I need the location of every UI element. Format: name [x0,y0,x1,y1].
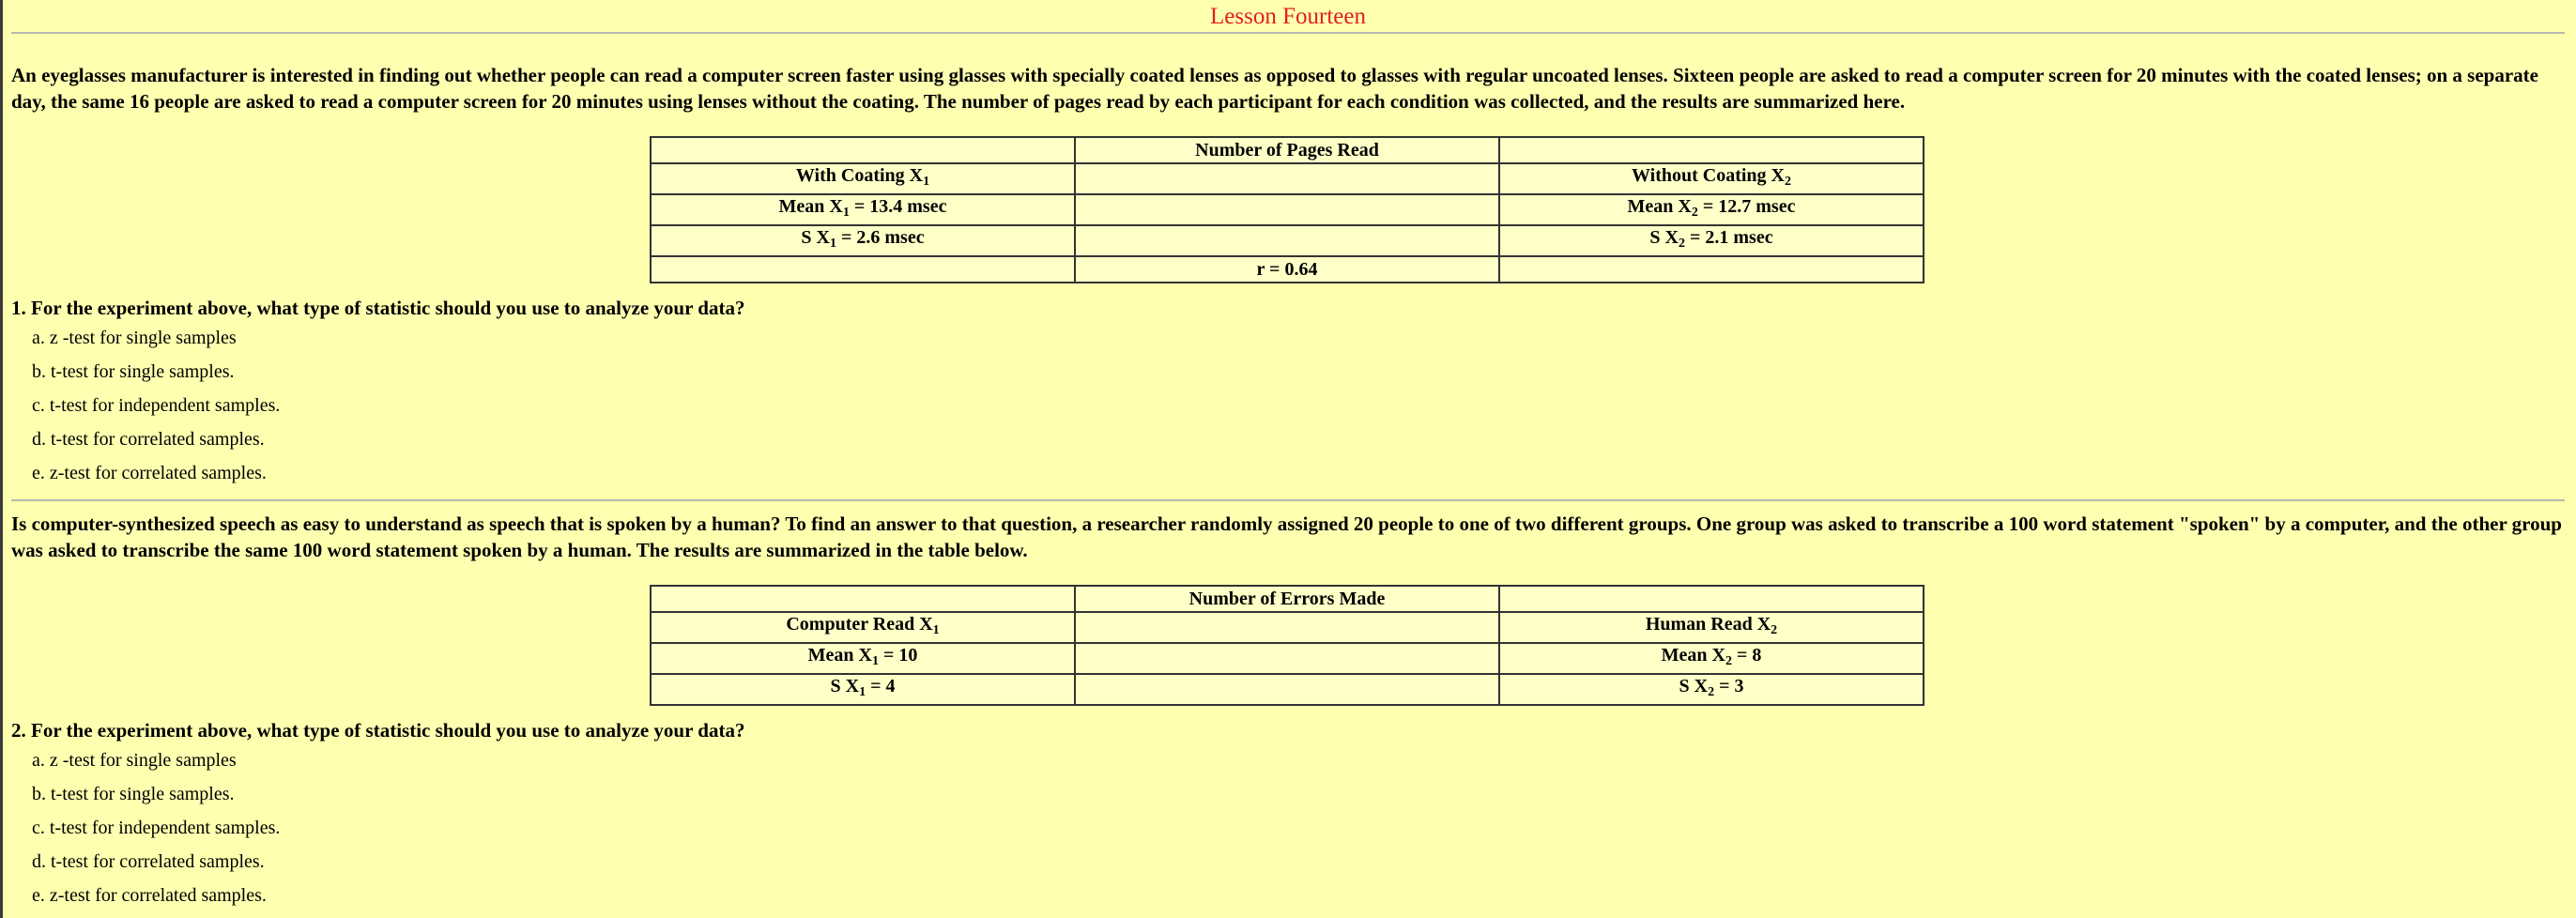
question-1: 1. For the experiment above, what type of statistic should you use to analyze your data? [11,297,745,319]
divider [11,32,2565,34]
section-1 [11,62,2565,490]
left-group-name: Computer Read $X_1$ [651,612,1075,643]
option-b[interactable]: b. t-test for single samples. [32,361,235,382]
table-row [651,674,1924,705]
left-mean: Mean $X_1 = 10$ [651,643,1075,674]
table-row [651,643,1924,674]
option-b[interactable]: b. t-test for single samples. [32,784,235,804]
right-sd: S $X_2 = 3$ [1499,674,1924,705]
left-sd: S $X_1 = 2.6$ msec [651,225,1075,256]
left-mean: Mean $X_1 = 13.4$ msec [651,194,1075,225]
option-e[interactable]: e. z-test for correlated samples. [32,885,267,906]
left-border [0,0,3,918]
table-row [651,612,1924,643]
errors-made-table [650,585,1924,706]
table-row [651,586,1924,612]
table-row [651,163,1924,194]
table-heading: Number of Pages Read [1075,137,1499,163]
option-d[interactable]: d. t-test for correlated samples. [32,851,265,872]
right-mean: Mean $X_2 = 12.7$ msec [1499,194,1924,225]
table-row [651,137,1924,163]
table-row [651,225,1924,256]
left-sd: S $X_1 = 4$ [651,674,1075,705]
right-sd: S $X_2 = 2.1$ msec [1499,225,1924,256]
table-heading: Number of Errors Made [1075,586,1499,612]
section-2 [11,511,2565,912]
question-2: 2. For the experiment above, what type of statistic should you use to analyze your data? [11,719,745,742]
option-c[interactable]: c. t-test for independent samples. [32,395,281,416]
option-d[interactable]: d. t-test for correlated samples. [32,429,265,450]
page-title: Lesson Fourteen [1210,4,1366,29]
table-row [651,256,1924,283]
right-group-name: Without Coating $X_2$ [1499,163,1924,194]
option-e[interactable]: e. z-test for correlated samples. [32,463,267,483]
left-group-name: With Coating $X_1$ [651,163,1075,194]
option-a[interactable]: a. z -test for single samples [32,328,237,348]
lesson-page [11,0,2565,912]
right-group-name: Human Read $X_2$ [1499,612,1924,643]
question-2-options [11,743,2565,912]
question-1-options [11,321,2565,490]
section-2-intro: Is computer-synthesized speech as easy to understand as speech that is spoken by a human? To find an answer to that question, a researcher randomly assigned 20 people to one of two different groups. One group was asked to transcribe a 100 word statement "spoken" by a computer, and the other group was asked to transcribe the same 100 word statement spoken by a human. The results are summarized in the table below. [11,513,2562,561]
correlation-value: r = 0.64 [1075,256,1499,283]
option-c[interactable]: c. t-test for independent samples. [32,818,281,838]
section-1-intro: An eyeglasses manufacturer is interested in finding out whether people can read a computer screen faster using glasses with specially coated lenses as opposed to glasses with regular uncoated lenses. Sixteen people are asked to read a computer screen for 20 minutes with the coated lenses; on a separate day, the same 16 people are asked to read a computer screen for 20 minutes using lenses without the coating. The number of pages read by each participant for each condition was collected, and the results are summarized here. [11,64,2538,113]
table-row [651,194,1924,225]
option-a[interactable]: a. z -test for single samples [32,750,237,771]
divider [11,499,2565,501]
pages-read-table [650,136,1924,283]
right-mean: Mean $X_2 = 8$ [1499,643,1924,674]
